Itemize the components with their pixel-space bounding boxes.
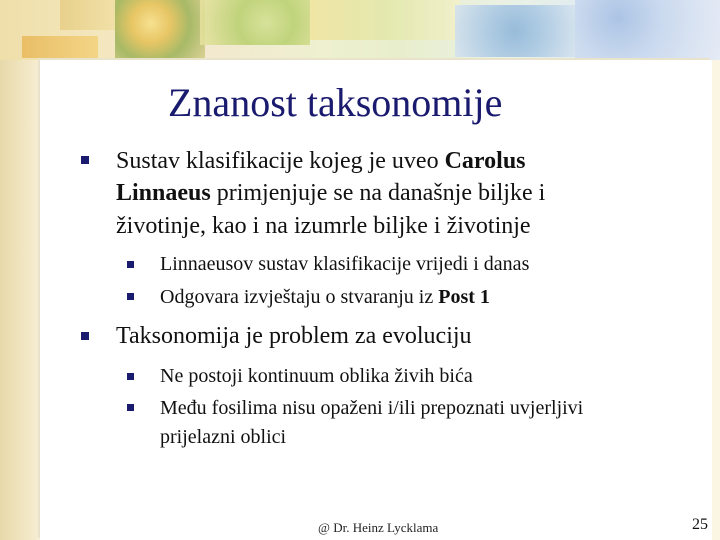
bullet-square-icon <box>81 332 89 340</box>
bullet-square-icon <box>81 156 89 164</box>
decorative-tile <box>310 0 460 40</box>
slide-footer: @ Dr. Heinz Lycklama <box>318 520 439 535</box>
bullet-1-line-1: Sustav klasifikacije kojeg je uveo Carolus <box>116 148 526 174</box>
sub-bullet-square-icon <box>127 373 134 380</box>
sub-bullet-square-icon <box>127 404 134 411</box>
sub-bullet-2-2-line-2: prijelazni oblici <box>160 426 287 448</box>
decorative-tile <box>22 36 98 58</box>
sub-bullet-square-icon <box>127 261 134 268</box>
sub-bullet-square-icon <box>127 293 134 300</box>
sub-bullet-2-1: Ne postoji kontinuum oblika živih bića <box>160 365 473 387</box>
decorative-top-band <box>0 0 720 60</box>
decorative-sky-image <box>575 0 720 60</box>
slide-title: Znanost taksonomije <box>168 80 503 125</box>
decorative-flower-image <box>115 0 205 58</box>
sub-bullet-2-2-line-1: Među fosilima nisu opaženi i/ili prepoznati uvjerljivi <box>160 397 584 419</box>
bullet-1-line-3: životinje, kao i na izumrle biljke i životinje <box>116 213 531 239</box>
decorative-sky-image <box>455 5 575 57</box>
page-number: 25 <box>692 516 708 533</box>
decorative-leaf-image <box>200 0 310 45</box>
decorative-tile <box>60 0 120 30</box>
bullet-2-line-1: Taksonomija je problem za evoluciju <box>116 323 472 349</box>
decorative-left-band <box>0 0 40 540</box>
sub-bullet-1-2: Odgovara izvještaju o stvaranju iz Post 1 <box>160 286 490 308</box>
bullet-1-line-2: Linnaeus primjenjuje se na današnje biljke i <box>116 180 546 206</box>
sub-bullet-1-1: Linnaeusov sustav klasifikacije vrijedi i danas <box>160 253 530 275</box>
